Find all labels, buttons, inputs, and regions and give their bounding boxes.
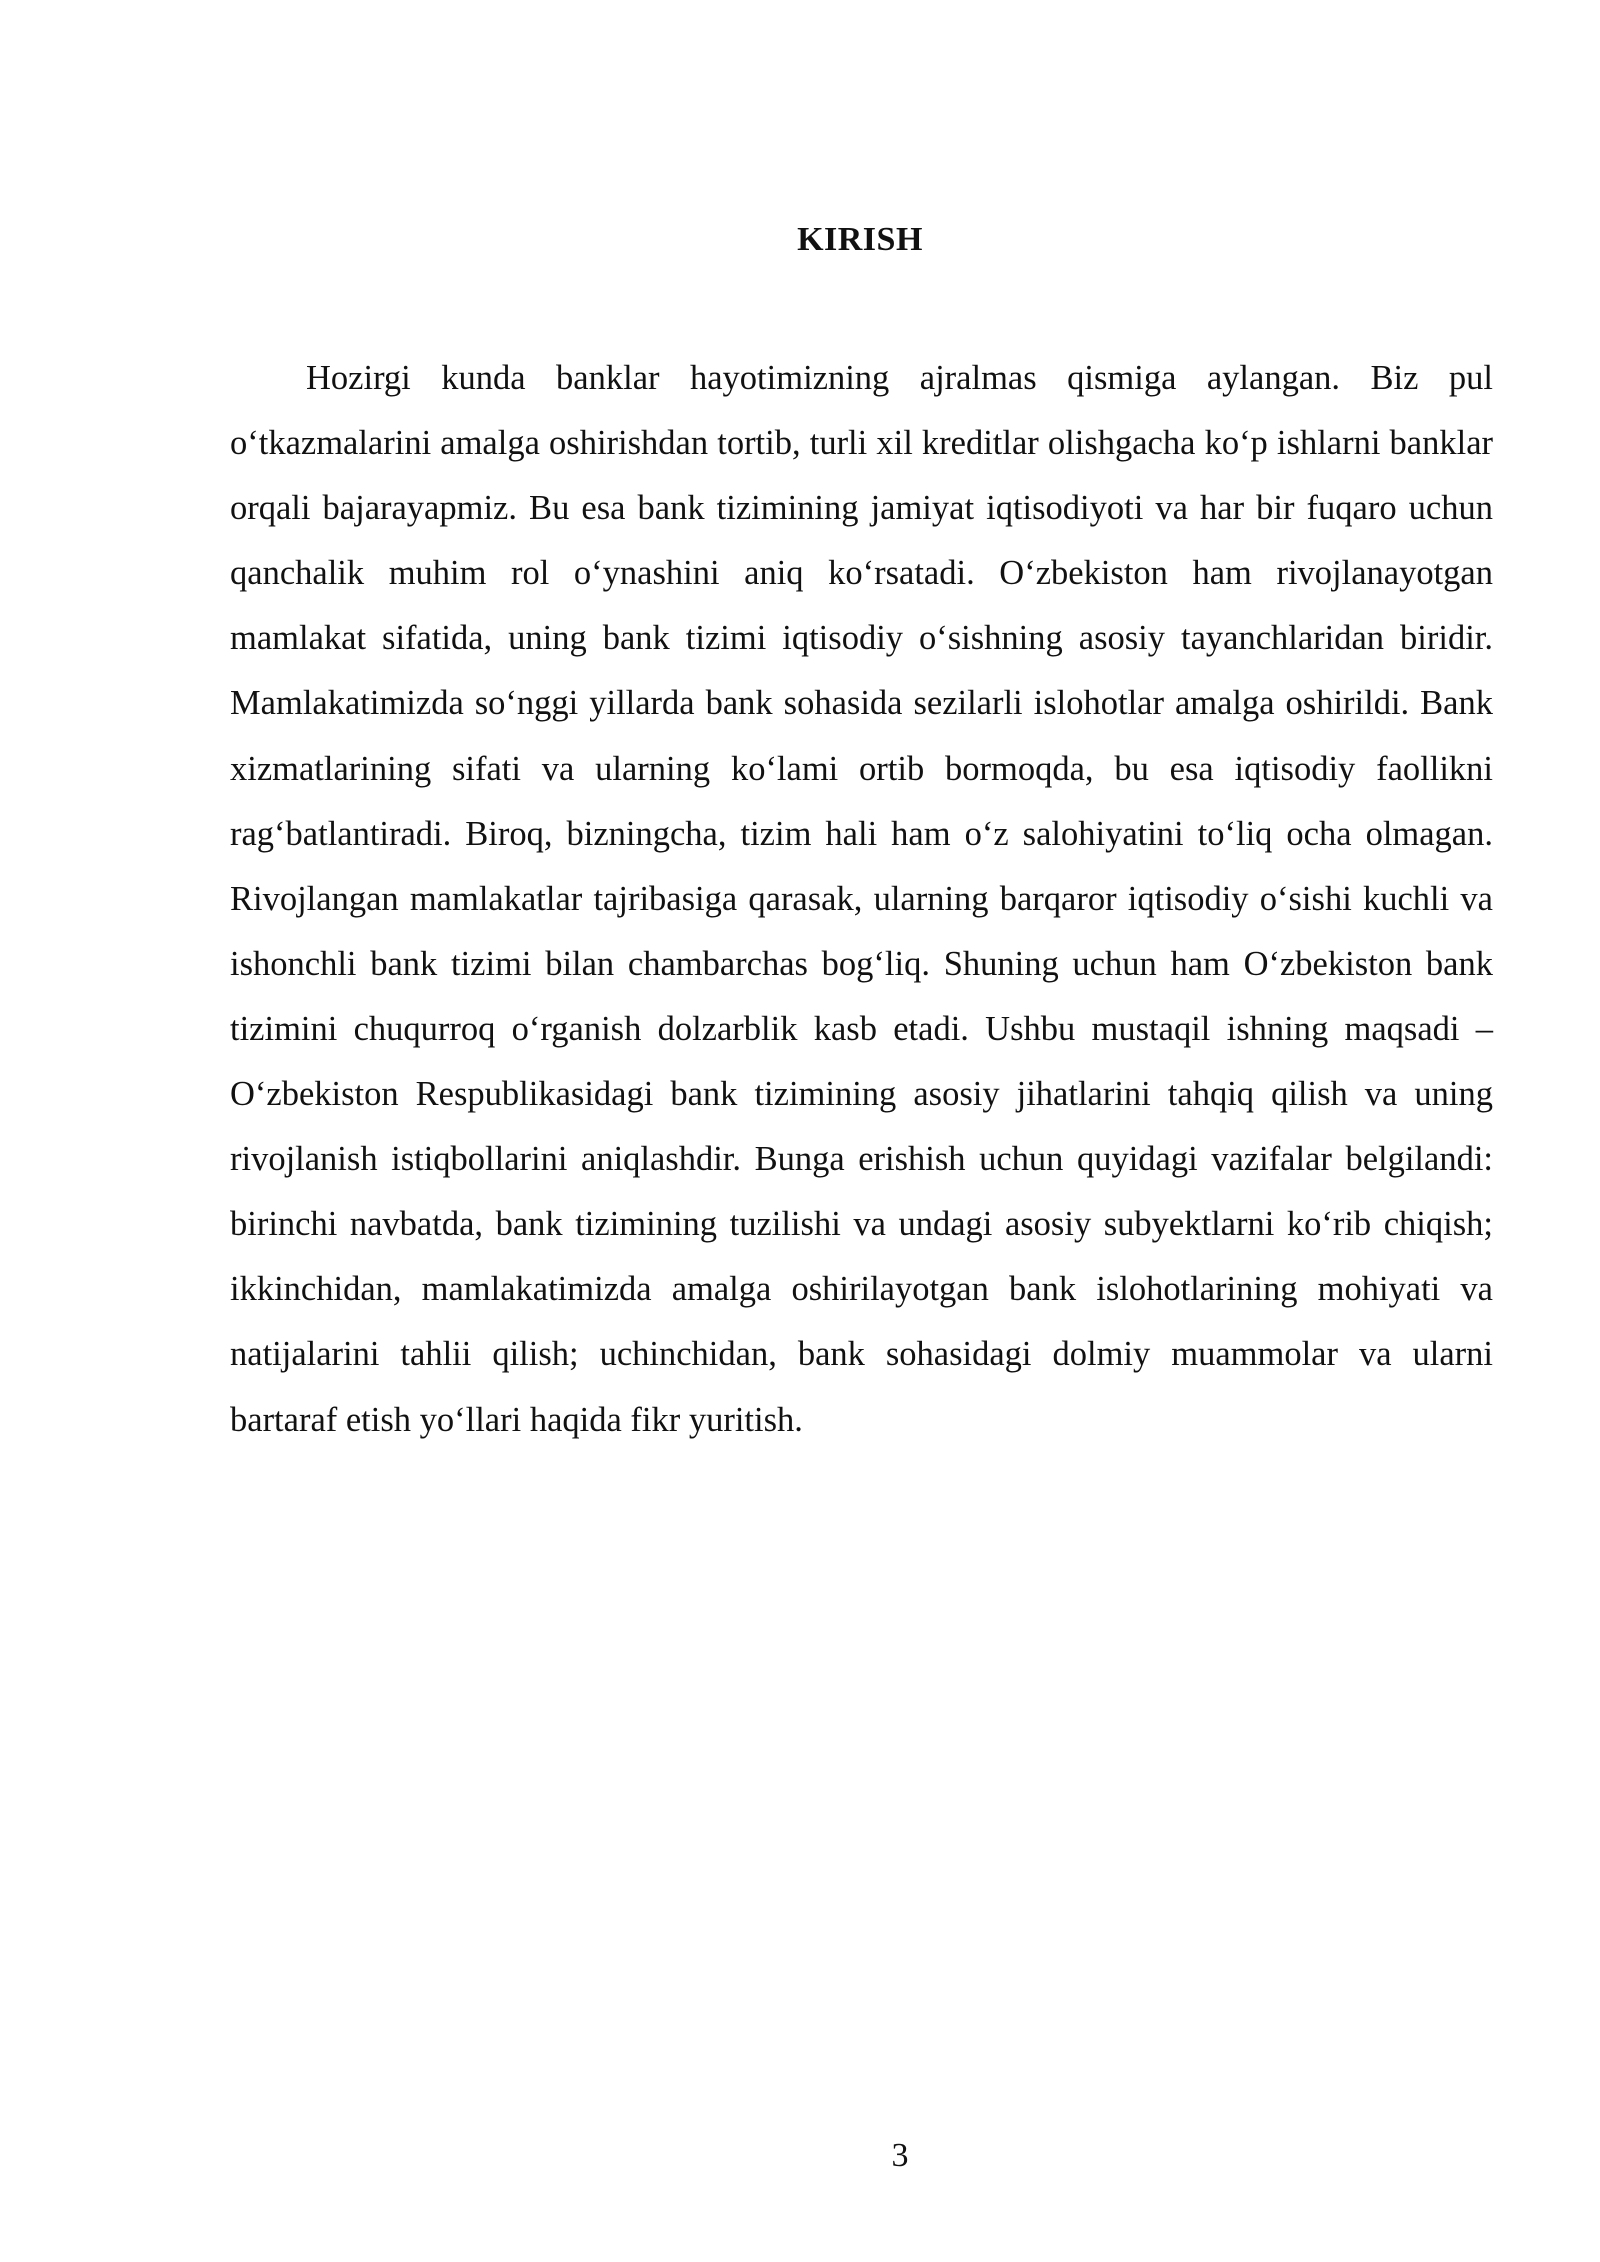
page-heading: KIRISH xyxy=(797,221,923,258)
page-number: 3 xyxy=(891,2137,909,2174)
body-paragraph: Hozirgi kunda banklar hayotimizning ajralmas qismiga aylangan. Biz pul o‘tkazmalarini amalga oshirishdan tortib, turli xil kreditlar olishgacha ko‘p ishlarni banklar orqali bajarayapmiz. Bu esa bank tizimining jamiyat iqtisodiyoti va har bir fuqaro uchun qanchalik muhim rol o‘ynashini aniq ko‘rsatadi. O‘zbekiston ham rivojlanayotgan mamlakat sifatida, uning bank tizimi iqtisodiy o‘sishning asosiy tayanchlaridan biridir. Mamlakatimizda so‘nggi yillarda bank sohasida sezilarli islohotlar amalga oshirildi. Bank xizmatlarining sifati va ularning ko‘lami ortib bormoqda, bu esa iqtisodiy faollikni rag‘batlantiradi. Biroq, bizningcha, tizim hali ham o‘z salohiyatini to‘liq ocha olmagan. Rivojlangan mamlakatlar tajribasiga qarasak, ularning barqaror iqtisodiy o‘sishi kuchli va ishonchli bank tizimi bilan chambarchas bog‘liq. Shuning uchun ham O‘zbekiston bank tizimini chuqurroq o‘rganish dolzarblik kasb etadi. Ushbu mustaqil ishning maqsadi – O‘zbekiston Respublikasidagi bank tizimining asosiy jihatlarini tahqiq qilish va uning rivojlanish istiqbollarini aniqlashdir. Bunga erishish uchun quyidagi vazifalar belgilandi: birinchi navbatda, bank tizimining tuzilishi va undagi asosiy subyektlarni ko‘rib chiqish; ikkinchidan, mamlakatimizda amalga oshirilayotgan bank islohotlarining mohiyati va natijalarini tahlii qilish; uchinchidan, bank sohasidagi dolmiy muammolar va ularni bartaraf etish yo‘llari haqida fikr yuritish. xyxy=(230,359,1493,1439)
